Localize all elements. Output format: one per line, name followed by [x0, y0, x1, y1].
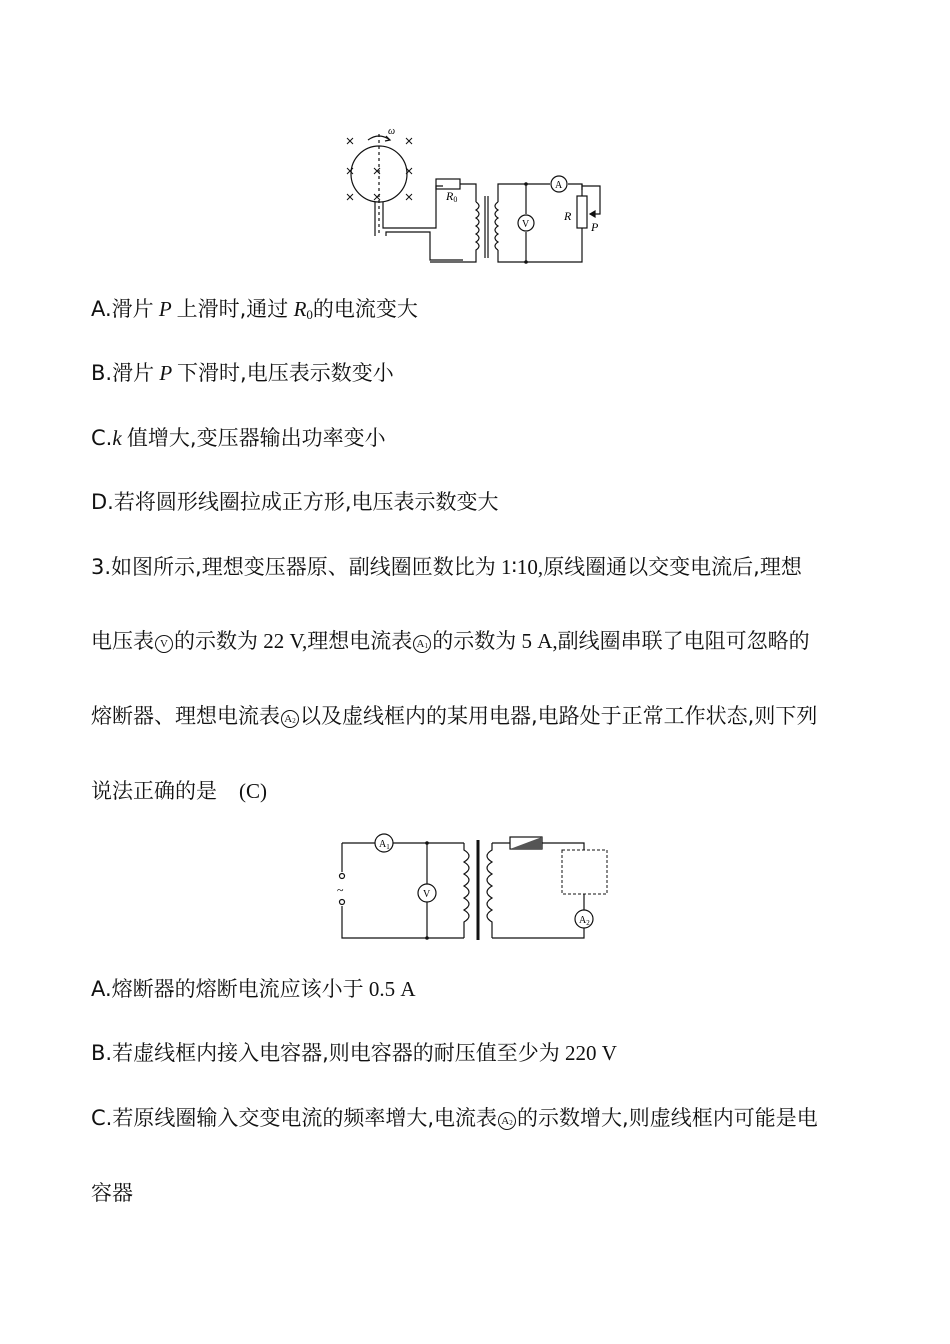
resistor-r0	[436, 179, 460, 189]
ammeter-a1-label: $A_1$	[379, 839, 390, 851]
answer: (C)	[239, 779, 267, 803]
q2-option-b: B.滑片 P 下滑时,电压表示数变小	[91, 361, 394, 385]
slider-p	[582, 184, 600, 214]
source-terminal-top	[340, 874, 345, 879]
rheostat-r	[577, 196, 587, 228]
voltmeter-label: V	[522, 219, 530, 230]
label-r: R	[564, 209, 572, 223]
q3-option-a: A.熔断器的熔断电流应该小于 0.5 A	[91, 977, 416, 1001]
label-r0: R0	[446, 189, 458, 204]
primary-coil	[464, 843, 469, 938]
secondary-coil	[487, 843, 492, 938]
label-p: P	[591, 220, 599, 234]
voltmeter-symbol: V	[155, 635, 173, 653]
ammeter-a2-symbol: $A_2$	[498, 1112, 516, 1130]
source-terminal-bottom	[340, 900, 345, 905]
ac-source-symbol: ~	[337, 883, 344, 897]
label-omega: ω	[388, 126, 396, 137]
ammeter-a2-symbol: $A_2$	[281, 710, 299, 728]
ammeter-label: A	[555, 180, 563, 191]
primary-coil	[430, 202, 479, 262]
q3-option-b: B.若虚线框内接入电容器,则电容器的耐压值至少为 220 V	[91, 1041, 617, 1065]
q3-stem-line-1: 3.如图所示,理想变压器原、副线圈匝数比为 1∶10,原线圈通以交变电流后,理想	[91, 555, 802, 579]
voltmeter-label: V	[423, 889, 431, 900]
q3-option-c-line-1: C.若原线圈输入交变电流的频率增大,电流表 $A_2$ 的示数增大,则虚线框内可能是电	[91, 1106, 818, 1130]
q3-stem-line-2: 电压表 V 的示数为 22 V,理想电流表 $A_1$ 的示数为 5 A,副线圈串联了电阻可忽略的	[91, 629, 810, 653]
q3-stem-line-3: 熔断器、理想电流表 $A_2$ 以及虚线框内的某用电器,电路处于正常工作状态,则下列	[91, 704, 818, 728]
ammeter-a1-symbol: $A_1$	[413, 635, 431, 653]
appliance-dashed-box	[562, 850, 607, 894]
secondary-coil	[495, 202, 498, 250]
ammeter-a2-label: $A_2$	[579, 915, 590, 927]
q2-option-d: D.若将圆形线圈拉成正方形,电压表示数变大	[91, 490, 499, 514]
q2-option-c: C.k 值增大,变压器输出功率变小	[91, 426, 386, 450]
figure-transformer-circuit	[334, 828, 616, 944]
q3-stem-line-4: 说法正确的是 (C)	[91, 779, 267, 803]
q2-option-a: A.滑片 P 上滑时,通过 $R_0$的电流变大	[91, 297, 418, 322]
fuse-fill	[510, 837, 542, 849]
q3-option-c-line-2: 容器	[91, 1181, 133, 1205]
figure-generator-circuit	[338, 124, 618, 266]
